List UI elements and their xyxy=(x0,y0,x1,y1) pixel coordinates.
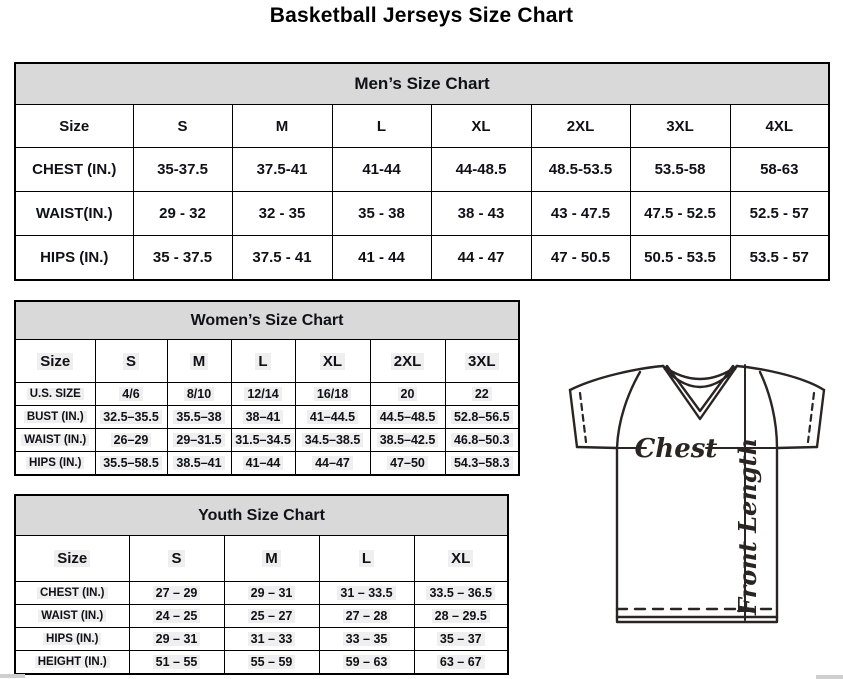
size-value-cell: 12/14 xyxy=(231,383,295,406)
column-header: M xyxy=(167,340,231,383)
size-value-cell: 48.5-53.5 xyxy=(531,148,630,192)
size-value-cell: 37.5-41 xyxy=(232,148,332,192)
mens-size-chart-table xyxy=(14,62,830,281)
row-label: U.S. SIZE xyxy=(15,383,95,406)
size-value-cell: 44 - 47 xyxy=(431,236,531,281)
size-value-cell: 31 – 33 xyxy=(224,628,319,651)
size-value-cell: 33 – 35 xyxy=(319,628,414,651)
row-label: CHEST (IN.) xyxy=(15,148,133,192)
size-value-cell: 35.5–58.5 xyxy=(95,452,167,476)
size-value-cell: 50.5 - 53.5 xyxy=(630,236,730,281)
size-value-cell: 24 – 25 xyxy=(129,605,224,628)
page-title: Basketball Jerseys Size Chart xyxy=(269,4,574,27)
row-label: WAIST (IN.) xyxy=(15,605,129,628)
scrollbar-fragment-left xyxy=(0,674,25,678)
table-title: Youth Size Chart xyxy=(15,495,508,536)
table-row xyxy=(15,452,519,476)
size-value-cell: 8/10 xyxy=(167,383,231,406)
column-header: L xyxy=(319,536,414,582)
size-value-cell: 31 – 33.5 xyxy=(319,582,414,605)
table-row xyxy=(15,148,829,192)
jersey-measurement-diagram xyxy=(558,358,834,630)
size-value-cell: 29–31.5 xyxy=(167,429,231,452)
column-header-row xyxy=(15,536,508,582)
size-value-cell: 35 - 38 xyxy=(332,192,431,236)
size-value-cell: 58-63 xyxy=(730,148,829,192)
size-value-cell: 28 – 29.5 xyxy=(414,605,508,628)
row-label: BUST (IN.) xyxy=(15,406,95,429)
table-row xyxy=(15,651,508,675)
table-row xyxy=(15,192,829,236)
womens-size-chart-table xyxy=(14,300,520,476)
size-value-cell: 51 – 55 xyxy=(129,651,224,675)
size-value-cell: 55 – 59 xyxy=(224,651,319,675)
row-label: HEIGHT (IN.) xyxy=(15,651,129,675)
row-label: HIPS (IN.) xyxy=(15,236,133,281)
size-value-cell: 52.5 - 57 xyxy=(730,192,829,236)
table-title-row xyxy=(15,301,519,340)
column-header: XL xyxy=(295,340,370,383)
size-value-cell: 34.5–38.5 xyxy=(295,429,370,452)
table-row xyxy=(15,605,508,628)
column-header-row xyxy=(15,340,519,383)
size-value-cell: 47–50 xyxy=(370,452,445,476)
table-row xyxy=(15,236,829,281)
size-value-cell: 47 - 50.5 xyxy=(531,236,630,281)
column-header: 2XL xyxy=(531,105,630,148)
column-header: 2XL xyxy=(370,340,445,383)
table-title: Women’s Size Chart xyxy=(15,301,519,340)
size-value-cell: 35 – 37 xyxy=(414,628,508,651)
column-header: XL xyxy=(414,536,508,582)
size-value-cell: 38.5–42.5 xyxy=(370,429,445,452)
row-label: HIPS (IN.) xyxy=(15,452,95,476)
jersey-outline-icon xyxy=(570,366,824,622)
size-value-cell: 32.5–35.5 xyxy=(95,406,167,429)
size-value-cell: 41 - 44 xyxy=(332,236,431,281)
size-value-cell: 27 – 28 xyxy=(319,605,414,628)
column-header: 3XL xyxy=(445,340,519,383)
size-value-cell: 35 - 37.5 xyxy=(133,236,232,281)
size-value-cell: 59 – 63 xyxy=(319,651,414,675)
size-value-cell: 54.3–58.3 xyxy=(445,452,519,476)
size-value-cell: 16/18 xyxy=(295,383,370,406)
size-value-cell: 31.5–34.5 xyxy=(231,429,295,452)
size-value-cell: 29 – 31 xyxy=(129,628,224,651)
size-value-cell: 38.5–41 xyxy=(167,452,231,476)
table-title: Men’s Size Chart xyxy=(15,63,829,105)
column-header: S xyxy=(95,340,167,383)
table-title-row xyxy=(15,63,829,105)
size-value-cell: 29 - 32 xyxy=(133,192,232,236)
table-row xyxy=(15,383,519,406)
column-header-row xyxy=(15,105,829,148)
size-value-cell: 35.5–38 xyxy=(167,406,231,429)
size-value-cell: 27 – 29 xyxy=(129,582,224,605)
size-value-cell: 25 – 27 xyxy=(224,605,319,628)
column-header: M xyxy=(232,105,332,148)
column-header: Size xyxy=(15,105,133,148)
column-header: L xyxy=(231,340,295,383)
column-header: S xyxy=(133,105,232,148)
size-value-cell: 53.5 - 57 xyxy=(730,236,829,281)
column-header: XL xyxy=(431,105,531,148)
size-value-cell: 44–47 xyxy=(295,452,370,476)
row-label: WAIST (IN.) xyxy=(15,429,95,452)
size-value-cell: 38–41 xyxy=(231,406,295,429)
column-header: 4XL xyxy=(730,105,829,148)
size-value-cell: 41–44.5 xyxy=(295,406,370,429)
size-value-cell: 52.8–56.5 xyxy=(445,406,519,429)
size-value-cell: 44-48.5 xyxy=(431,148,531,192)
size-value-cell: 33.5 – 36.5 xyxy=(414,582,508,605)
size-value-cell: 35-37.5 xyxy=(133,148,232,192)
size-value-cell: 37.5 - 41 xyxy=(232,236,332,281)
size-value-cell: 4/6 xyxy=(95,383,167,406)
size-value-cell: 41–44 xyxy=(231,452,295,476)
table-row xyxy=(15,406,519,429)
size-value-cell: 46.8–50.3 xyxy=(445,429,519,452)
front-length-measure-label: Front Length xyxy=(733,437,762,615)
size-value-cell: 44.5–48.5 xyxy=(370,406,445,429)
size-value-cell: 26–29 xyxy=(95,429,167,452)
chest-measure-label: Chest xyxy=(634,434,718,464)
column-header: Size xyxy=(15,536,129,582)
size-value-cell: 32 - 35 xyxy=(232,192,332,236)
column-header: Size xyxy=(15,340,95,383)
table-row xyxy=(15,429,519,452)
size-value-cell: 38 - 43 xyxy=(431,192,531,236)
size-value-cell: 63 – 67 xyxy=(414,651,508,675)
scrollbar-fragment-right xyxy=(816,675,843,679)
column-header: M xyxy=(224,536,319,582)
table-row xyxy=(15,628,508,651)
row-label: WAIST(IN.) xyxy=(15,192,133,236)
size-value-cell: 53.5-58 xyxy=(630,148,730,192)
size-value-cell: 20 xyxy=(370,383,445,406)
size-value-cell: 29 – 31 xyxy=(224,582,319,605)
column-header: L xyxy=(332,105,431,148)
row-label: CHEST (IN.) xyxy=(15,582,129,605)
column-header: 3XL xyxy=(630,105,730,148)
size-value-cell: 43 - 47.5 xyxy=(531,192,630,236)
row-label: HIPS (IN.) xyxy=(15,628,129,651)
size-value-cell: 41-44 xyxy=(332,148,431,192)
table-title-row xyxy=(15,495,508,536)
column-header: S xyxy=(129,536,224,582)
size-value-cell: 47.5 - 52.5 xyxy=(630,192,730,236)
table-row xyxy=(15,582,508,605)
size-value-cell: 22 xyxy=(445,383,519,406)
youth-size-chart-table xyxy=(14,494,509,675)
